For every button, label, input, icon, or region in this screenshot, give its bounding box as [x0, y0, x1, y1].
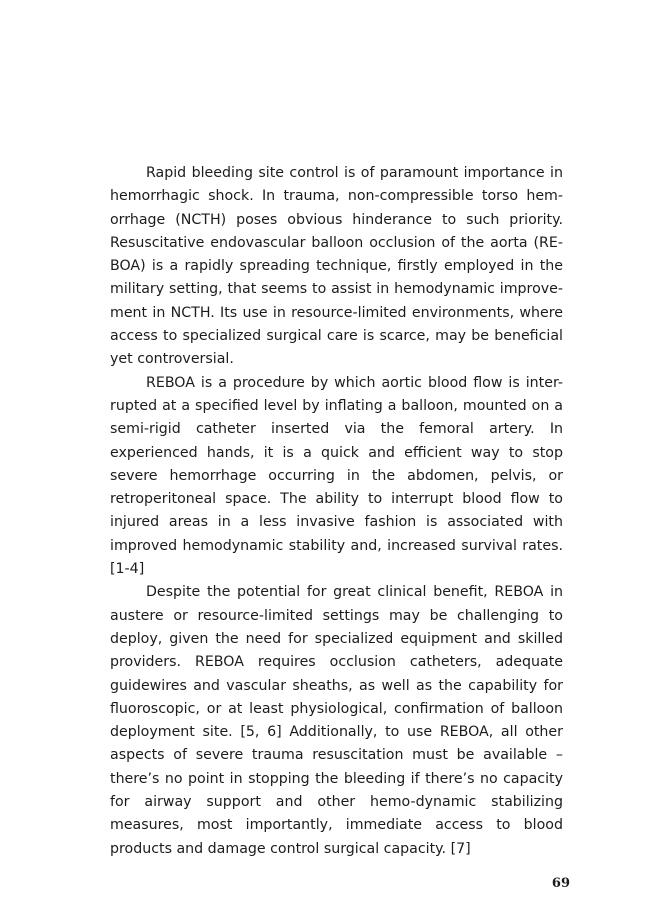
paragraph-2: REBOA is a procedure by which aortic blood flow is inter-rupted at a specified level by inflating a balloon, mounted on a semi-rigid catheter inserted via the femoral artery. In experienced hands, it is a quick and efficient way to stop severe hemorrhage occurring in the abdomen, pelvis, or retroperitoneal space. The ability to interrupt blood flow to injured areas in a less invasive fashion is associated with improved hemodynamic stability and, increased survival rates. [1-4] — [110, 374, 563, 578]
body-text — [110, 162, 563, 861]
paragraph-1: Rapid bleeding site control is of paramount importance in hemorrhagic shock. In trauma, non-compressible torso hem-orrhage (NCTH) poses obvious hinderance to such priority. Resuscitative endovascular balloon occlusion of the aorta (RE-BOA) is a rapidly spreading technique, firstly employed in the military setting, that seems to assist in hemodynamic improve-ment in NCTH. Its use in resource-limited environments, where access to specialized surgical care is scarce, may be beneficial yet controversial. — [110, 165, 563, 368]
paragraph-3: Despite the potential for great clinical benefit, REBOA in austere or resource-limited settings may be challenging to deploy, given the need for specialized equipment and skilled providers. REBOA requires occlusion catheters, adequate guidewires and vascular sheaths, as well as the capability for fluoroscopic, or at least physiological, confirmation of balloon deployment site. [5, 6] Additionally, to use REBOA, all other aspects of severe trauma resuscitation must be available – there’s no point in stopping the bleeding if there’s no capacity for airway support and other hemo-dynamic stabilizing measures, most importantly, immediate access to blood products and damage control surgical capacity. [7] — [110, 584, 563, 857]
page-number: 69 — [551, 876, 570, 891]
